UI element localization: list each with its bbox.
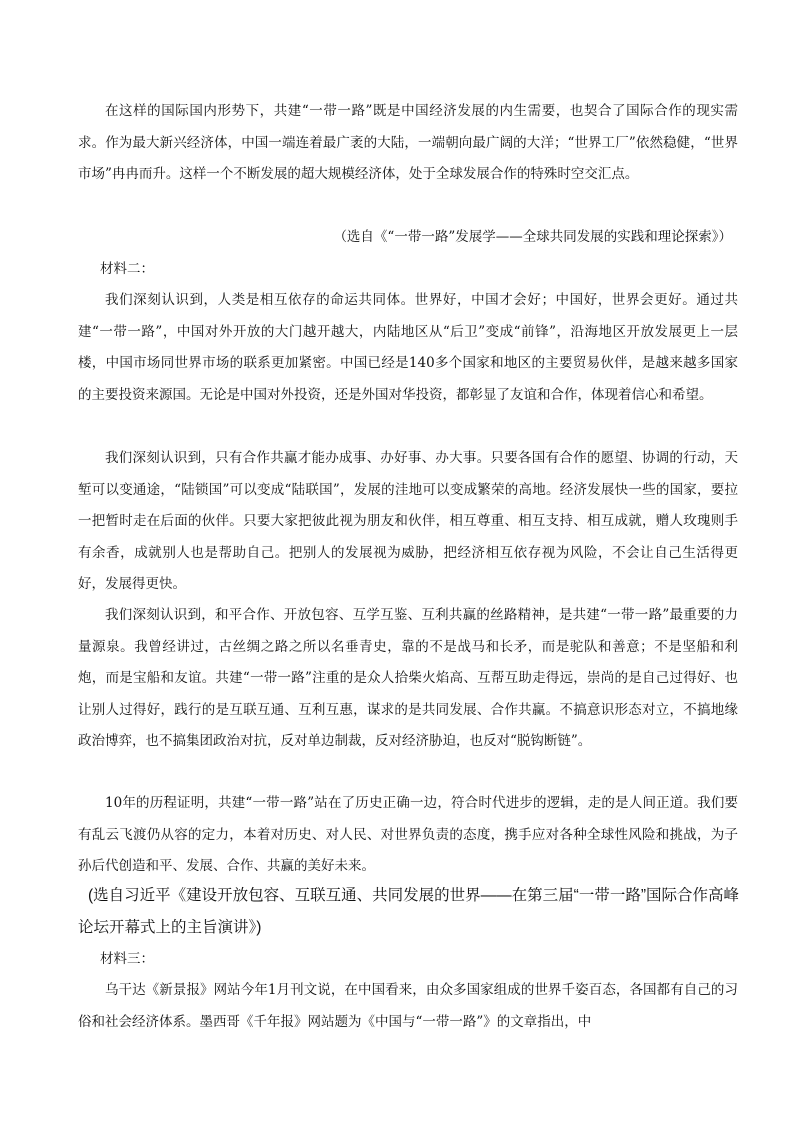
paragraph-4: 我们深刻认识到，和平合作、开放包容、互学互鉴、互利共赢的丝路精神，是共建“一带一路”最重要的力量源泉。我曾经讲过，古丝绸之路之所以名垂青史，靠的不是战马和长矛，而是驼队和善意；不是坚船和利炮，而是宝船和友谊。共建“一带一路”注重的是众人拾柴火焰高、互帮互助走得远，崇尚的是自己过得好、也让别人过得好，践行的是互联互通、互利互惠，谋求的是共同发展、合作共赢。不搞意识形态对立，不搞地缘政治博弈，也不搞集团政治对抗，反对单边制裁，反对经济胁迫，也反对“脱钩断链”。 (78, 607, 738, 749)
source-citation-2: (选自习近平《建设开放包容、互联互通、共同发展的世界——在第三届“一带一路”国际合作高峰论坛开幕式上的主旨演讲》) (78, 887, 739, 936)
paragraph-3: 我们深刻认识到，只有合作共赢才能办成事、办好事、办大事。只要各国有合作的愿望、协调的行动，天堑可以变通途，“陆锁国”可以变成“陆联国”，发展的洼地可以变成繁荣的高地。经济发展快一些的国家，要拉一把暂时走在后面的伙伴。只要大家把彼此视为朋友和伙伴，相互尊重、相互支持、相互成就，赠人玫瑰则手有余香，成就别人也是帮助自己。把别人的发展视为威胁，把经济相互依存视为风险，不会让自己生活得更好，发展得更快。 (78, 450, 738, 592)
material-two-label: 材料二： (100, 261, 154, 277)
paragraph-2: 我们深刻认识到，人类是相互依存的命运共同体。世界好，中国才会好；中国好，世界会更好。通过共建“一带一路”，中国对外开放的大门越开越大，内陆地区从“后卫”变成“前锋”，沿海地区开放发展更上一层楼，中国市场同世界市场的联系更加紧密。中国已经是140多个国家和地区的主要贸易伙伴，是越来越多国家的主要投资来源国。无论是中国对外投资，还是外国对华投资，都彰显了友谊和合作，体现着信心和希望。 (78, 292, 738, 403)
paragraph-5: 10年的历程证明，共建“一带一路”站在了历史正确一边，符合时代进步的逻辑，走的是人间正道。我们要有乱云飞渡仍从容的定力，本着对历史、对人民、对世界负责的态度，携手应对各种全球性风险和挑战，为子孙后代创造和平、发展、合作、共赢的美好未来。 (78, 795, 738, 874)
paragraph-6: 乌干达《新景报》网站今年1月刊文说，在中国看来，由众多国家组成的世界千姿百态，各国都有自己的习俗和社会经济体系。墨西哥《千年报》网站题为《中国与“一带一路”》的文章指出，中 (78, 982, 738, 1030)
material-three-label: 材料三： (100, 951, 154, 967)
source-citation-1: （选自《“一带一路”发展学——全球共同发展的实践和理论探索》） (333, 229, 732, 245)
paragraph-1: 在这样的国际国内形势下，共建“一带一路”既是中国经济发展的内生需要，也契合了国际合作的现实需求。作为最大新兴经济体，中国一端连着最广袤的大陆，一端朝向最广阔的大洋；“世界工厂”依然稳健，“世界市场”冉冉而升。这样一个不断发展的超大规模经济体，处于全球发展合作的特殊时空交汇点。 (78, 103, 738, 182)
